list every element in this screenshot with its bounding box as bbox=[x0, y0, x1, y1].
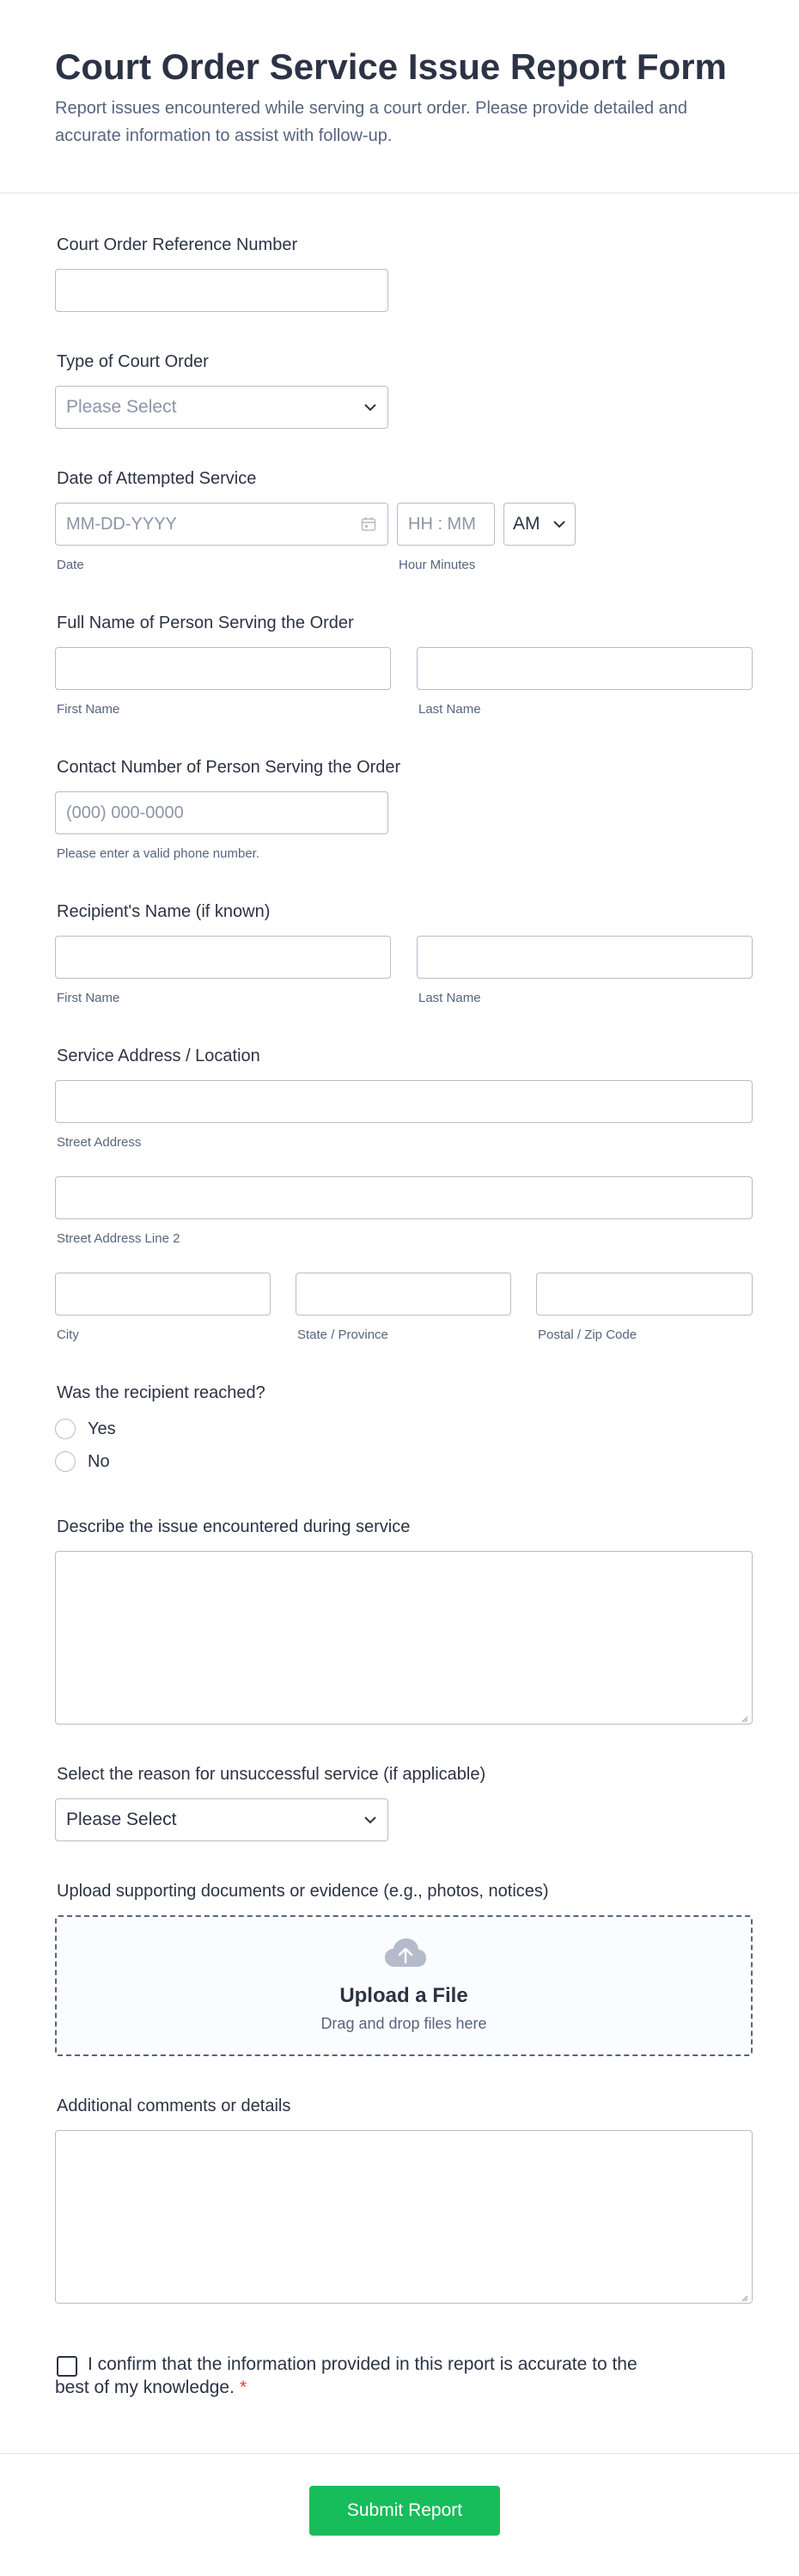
issue-textarea[interactable] bbox=[55, 1551, 753, 1724]
time-sublabel: Hour Minutes bbox=[399, 558, 476, 572]
submit-button[interactable]: Submit Report bbox=[309, 2486, 500, 2536]
radio-circle[interactable] bbox=[55, 1419, 76, 1439]
time-input[interactable] bbox=[397, 503, 495, 546]
reference-input[interactable] bbox=[55, 269, 388, 312]
state-sublabel: State / Province bbox=[297, 1328, 388, 1342]
form-subtitle: Report issues encountered while serving a court order. Please provide detailed and accurate information to assist with follow-up. bbox=[55, 99, 687, 145]
chevron-down-icon bbox=[363, 400, 377, 414]
file-upload-dropzone[interactable] bbox=[55, 1915, 753, 2056]
reached-option-no-label: No bbox=[88, 1451, 110, 1471]
zip-input[interactable] bbox=[536, 1273, 753, 1315]
server-first-name-input[interactable] bbox=[55, 647, 391, 690]
street-address-line2-sublabel: Street Address Line 2 bbox=[57, 1231, 180, 1246]
reason-select[interactable] bbox=[55, 1798, 388, 1841]
order-type-value: Please Select bbox=[66, 397, 177, 417]
reference-label: Court Order Reference Number bbox=[57, 235, 298, 254]
upload-subtitle: Drag and drop files here bbox=[320, 2015, 487, 2032]
street-address-line2-input[interactable] bbox=[55, 1176, 753, 1219]
resize-grip-icon[interactable] bbox=[740, 2291, 748, 2299]
city-sublabel: City bbox=[57, 1328, 79, 1342]
confirm-text: I confirm that the information provided in this report is accurate to the best of my knowledge. bbox=[55, 2354, 637, 2397]
chevron-down-icon bbox=[552, 517, 566, 531]
chevron-down-icon bbox=[363, 1813, 377, 1827]
recipient-last-name-input[interactable] bbox=[417, 936, 753, 979]
reason-value: Please Select bbox=[66, 1810, 177, 1829]
upload-title: Upload a File bbox=[339, 1984, 468, 2007]
date-input[interactable] bbox=[55, 503, 388, 546]
server-last-name-input[interactable] bbox=[417, 647, 753, 690]
reason-label: Select the reason for unsuccessful service (if applicable) bbox=[57, 1765, 486, 1784]
reached-option-no[interactable] bbox=[55, 1451, 110, 1472]
state-input[interactable] bbox=[296, 1273, 511, 1315]
required-star: * bbox=[239, 2378, 247, 2397]
cloud-upload-icon bbox=[384, 1938, 427, 1973]
radio-circle[interactable] bbox=[55, 1451, 76, 1472]
form-title: Court Order Service Issue Report Form bbox=[55, 46, 727, 87]
address-label: Service Address / Location bbox=[57, 1047, 260, 1065]
recipient-last-name-sublabel: Last Name bbox=[418, 991, 481, 1005]
reached-option-yes[interactable] bbox=[55, 1419, 116, 1439]
comments-textarea[interactable] bbox=[55, 2130, 753, 2304]
comments-label: Additional comments or details bbox=[57, 2097, 291, 2115]
resize-grip-icon[interactable] bbox=[740, 1712, 748, 1720]
footer-divider bbox=[0, 2453, 799, 2454]
server-last-name-sublabel: Last Name bbox=[418, 702, 481, 717]
zip-sublabel: Postal / Zip Code bbox=[538, 1328, 637, 1342]
server-name-label: Full Name of Person Serving the Order bbox=[57, 613, 354, 632]
order-type-select[interactable] bbox=[55, 386, 388, 429]
recipient-first-name-input[interactable] bbox=[55, 936, 391, 979]
ampm-select[interactable] bbox=[503, 503, 576, 546]
reached-label: Was the recipient reached? bbox=[57, 1383, 265, 1402]
server-first-name-sublabel: First Name bbox=[57, 702, 120, 717]
attempt-date-label: Date of Attempted Service bbox=[57, 469, 257, 488]
date-sublabel: Date bbox=[57, 558, 84, 572]
recipient-first-name-sublabel: First Name bbox=[57, 991, 120, 1005]
calendar-icon[interactable] bbox=[361, 516, 376, 536]
street-address-sublabel: Street Address bbox=[57, 1135, 142, 1150]
ampm-value: AM bbox=[513, 514, 540, 534]
issue-label: Describe the issue encountered during service bbox=[57, 1517, 411, 1536]
city-input[interactable] bbox=[55, 1273, 271, 1315]
form-header bbox=[0, 0, 799, 193]
confirm-statement bbox=[55, 2353, 674, 2399]
server-phone-sublabel: Please enter a valid phone number. bbox=[57, 846, 259, 861]
reached-option-yes-label: Yes bbox=[88, 1419, 116, 1438]
server-phone-input[interactable] bbox=[55, 791, 388, 834]
upload-label: Upload supporting documents or evidence (e.g., photos, notices) bbox=[57, 1882, 549, 1901]
server-phone-label: Contact Number of Person Serving the Order bbox=[57, 758, 401, 777]
recipient-name-label: Recipient's Name (if known) bbox=[57, 902, 271, 921]
street-address-input[interactable] bbox=[55, 1080, 753, 1123]
order-type-label: Type of Court Order bbox=[57, 352, 209, 371]
